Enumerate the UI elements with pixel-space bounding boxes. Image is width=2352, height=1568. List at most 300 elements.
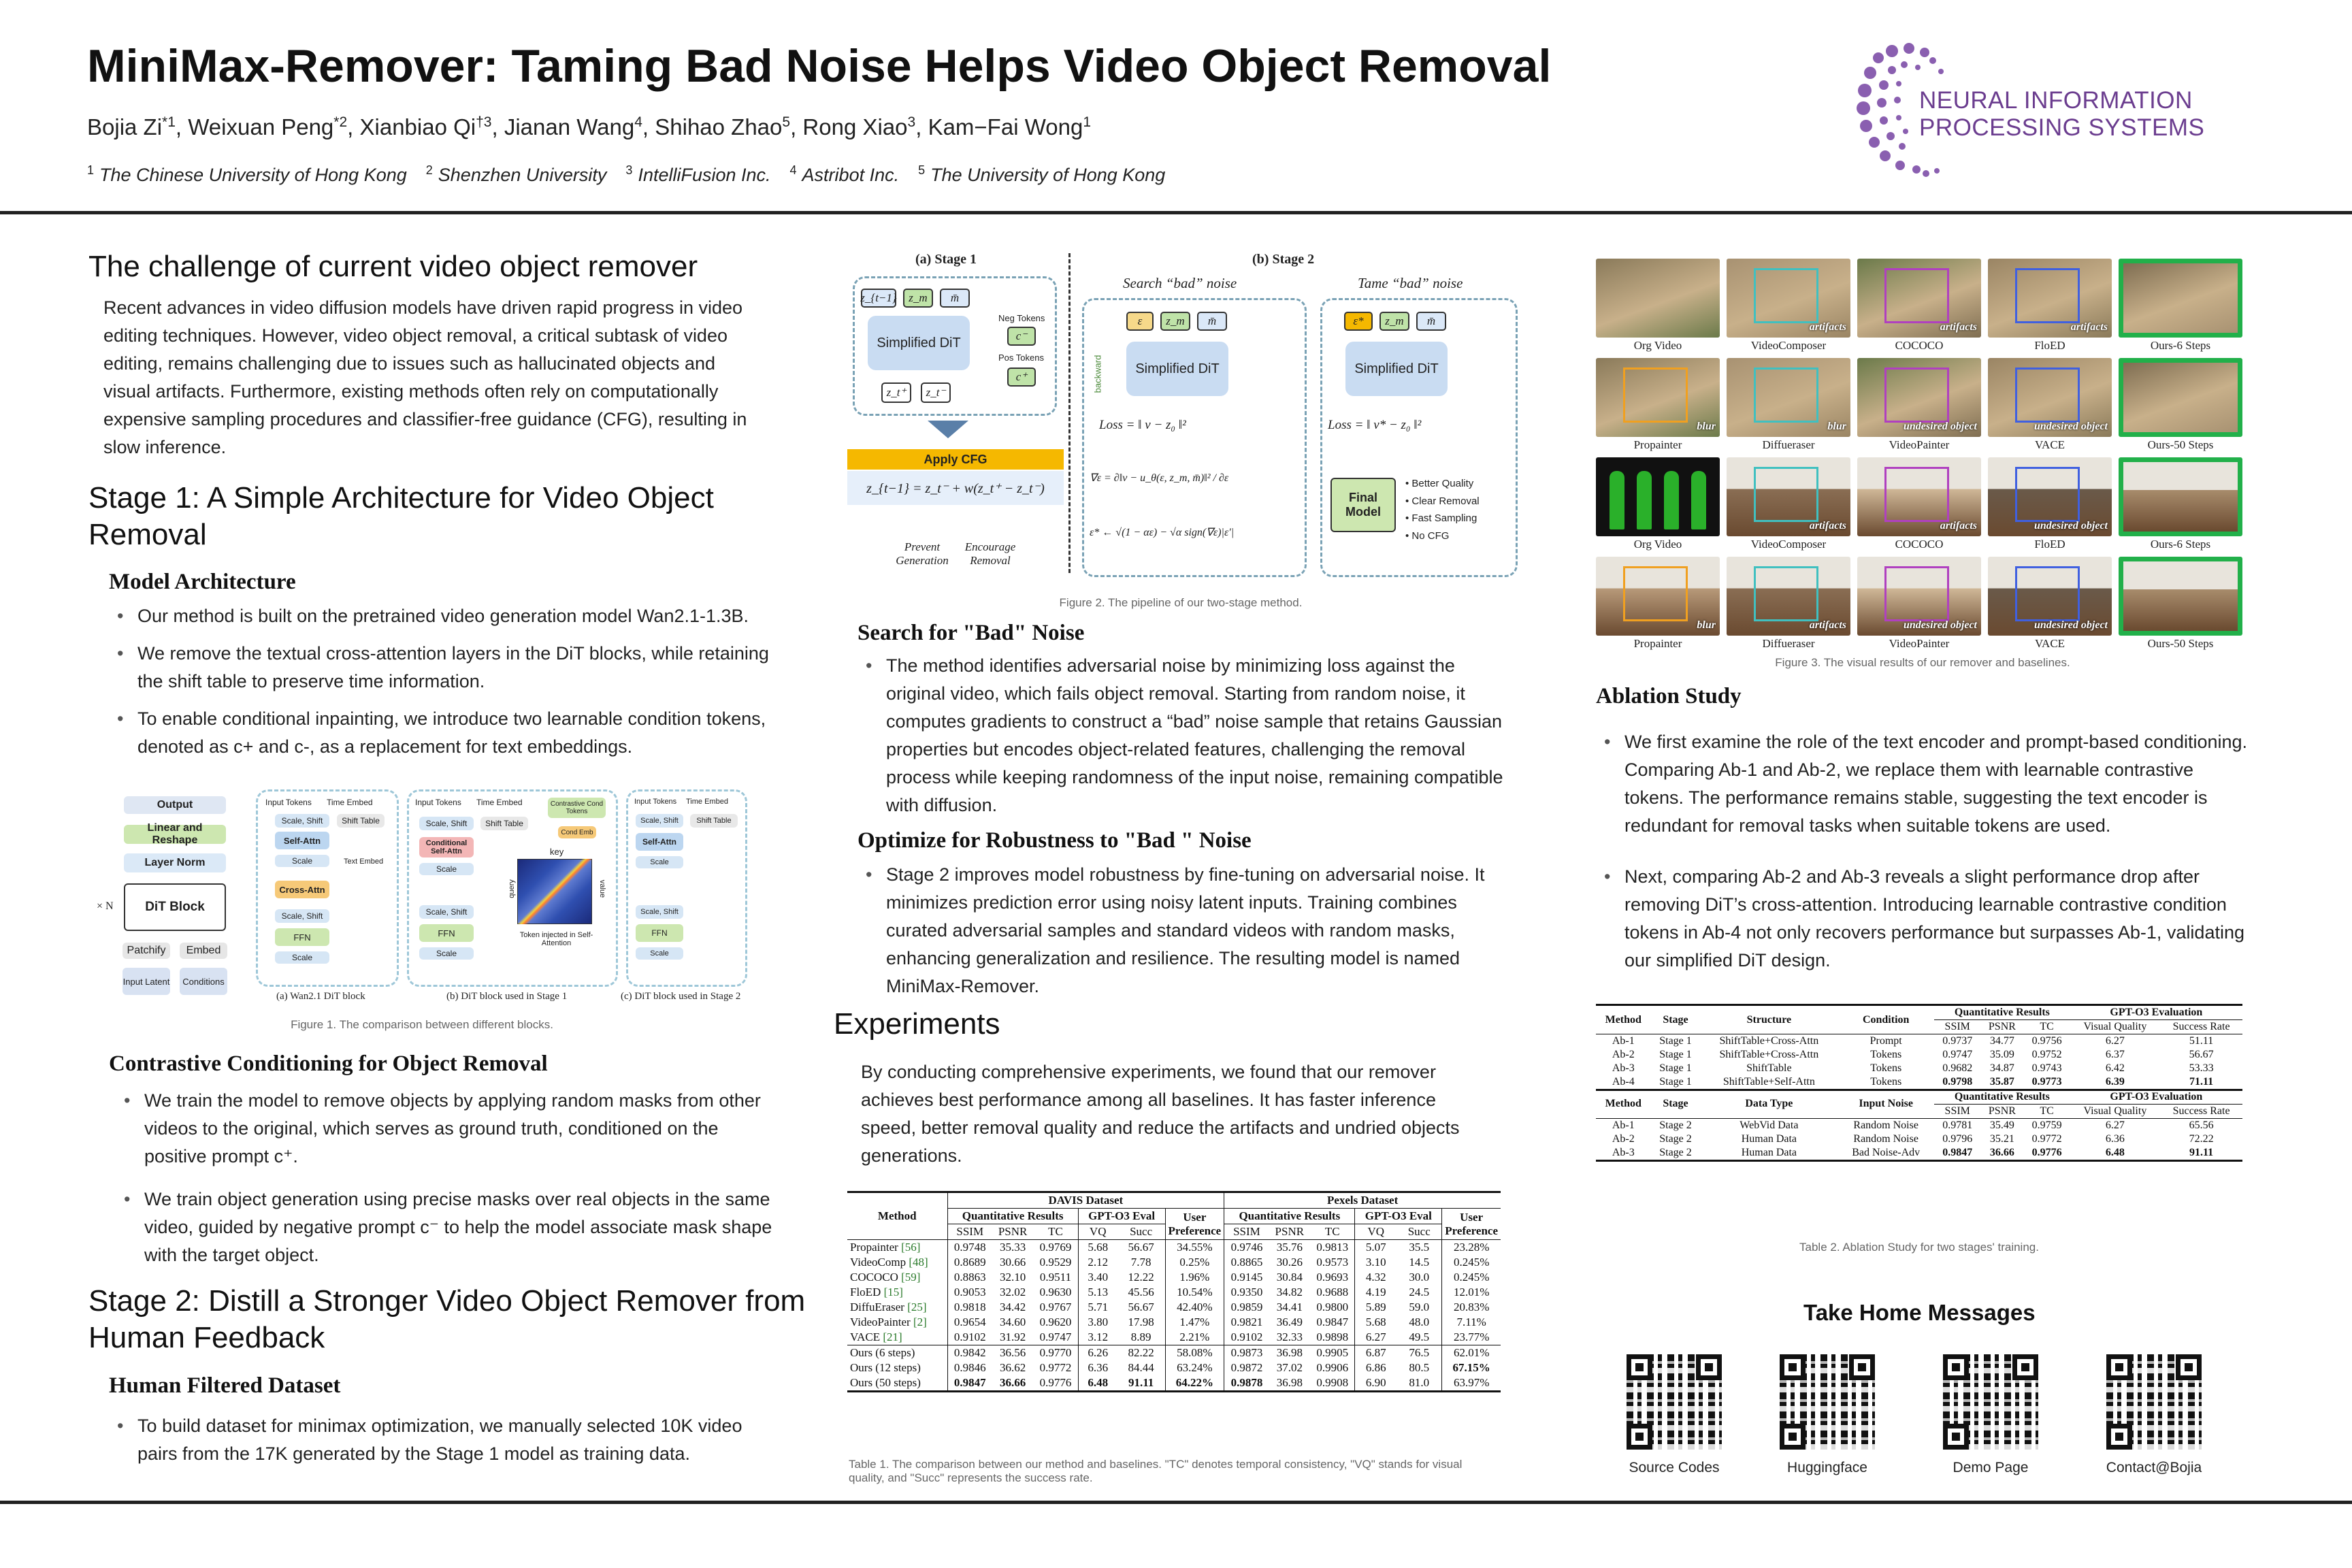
author-mark: 5 xyxy=(782,114,791,130)
table-cell: 82.22 xyxy=(1117,1345,1165,1361)
table-row xyxy=(847,1285,1501,1300)
table-cell: 31.92 xyxy=(999,1330,1026,1343)
author-name: Kam−Fai Wong xyxy=(928,114,1083,140)
affiliation-number: 4 xyxy=(789,163,797,177)
qr-code[interactable] xyxy=(1943,1354,2038,1450)
table-cell: 6.39 xyxy=(2105,1076,2125,1088)
table-subheader: Success Rate xyxy=(2172,1021,2230,1032)
table-cell: 0.9859 xyxy=(1230,1301,1263,1313)
final-model-box: Final Model xyxy=(1330,478,1396,532)
table-cell: 35.5 xyxy=(1396,1240,1442,1256)
panel-a-ffn: FFN xyxy=(275,928,329,946)
thumbnail-caption: COCOCO xyxy=(1895,538,1944,551)
author-mark: 3 xyxy=(907,114,916,130)
panel-a-scale-shift: Scale, Shift xyxy=(275,814,329,828)
list-item: • We first examine the role of the text encoder and prompt-based conditioning. Comparing Ab-1 and Ab-2, we replace them with learnable contrastive tokens. The performance remains stable, suggesting the text encoder is redundant for removal tasks when suitable tokens are used. xyxy=(1596,728,2249,840)
result-thumbnail xyxy=(1857,557,1981,636)
thumbnail-caption: FloED xyxy=(2034,339,2065,352)
result-thumbnail xyxy=(2119,457,2242,536)
method-cell: COCOCO [59] xyxy=(847,1270,947,1285)
result-thumbnail xyxy=(2119,358,2242,437)
table-subheader: SSIM xyxy=(1233,1225,1260,1238)
table-cell: 30.66 xyxy=(999,1256,1026,1269)
panel-a-tokens: Input Tokens xyxy=(265,798,312,807)
panel-c-scale-shift-2: Scale, Shift xyxy=(636,905,683,919)
panel-b-time: Time Embed xyxy=(476,798,523,807)
table-header: Quantitative Results xyxy=(1934,1090,2070,1105)
figure-3-caption: Figure 3. The visual results of our remover and baselines. xyxy=(1775,656,2070,669)
token-z-t-plus: z_t⁺ xyxy=(881,382,911,403)
table-row xyxy=(1596,1048,2242,1062)
mask-figure xyxy=(1691,471,1706,529)
table-cell: 45.56 xyxy=(1117,1285,1165,1300)
table-cell: 1.96% xyxy=(1165,1270,1224,1285)
table-cell: 34.60 xyxy=(999,1316,1026,1328)
panel-a-text-embed: Text Embed xyxy=(344,858,384,866)
apply-cfg-bar: Apply CFG xyxy=(847,449,1064,470)
table-row xyxy=(847,1255,1501,1270)
table-cell: 58.08% xyxy=(1165,1345,1224,1361)
artifact-tag: artifacts xyxy=(1940,520,1977,532)
table-cell: 62.01% xyxy=(1453,1346,1490,1359)
thumbnail-caption: VideoComposer xyxy=(1750,339,1827,352)
table-cell: 6.90 xyxy=(1365,1376,1386,1389)
qr-code[interactable] xyxy=(1627,1354,1722,1450)
table-cell: 10.54% xyxy=(1165,1285,1224,1300)
panel-c-tokens: Input Tokens xyxy=(634,798,677,806)
table-cell: 6.27 xyxy=(2105,1119,2125,1131)
artifact-tag: blur xyxy=(1697,421,1716,432)
token-z-t-minus: z_t⁻ xyxy=(921,382,951,403)
figure-1-caption: Figure 1. The comparison between different blocks. xyxy=(291,1018,553,1031)
table-cell: 6.27 xyxy=(1365,1330,1386,1343)
result-thumbnail xyxy=(1596,358,1720,437)
stage-divider xyxy=(1068,253,1071,573)
qr-finder xyxy=(1627,1424,1652,1450)
simplified-dit-3: Simplified DiT xyxy=(1345,342,1448,396)
table-header: GPT-O3 Evaluation xyxy=(2070,1090,2242,1105)
table-cell: 24.5 xyxy=(1396,1285,1442,1300)
author-mark: *2 xyxy=(333,114,348,130)
table-cell: 6.48 xyxy=(1088,1376,1109,1389)
table-row xyxy=(1596,1118,2242,1132)
table-cell: 42.40% xyxy=(1165,1300,1224,1315)
table-cell: 3.10 xyxy=(1365,1256,1386,1269)
highlight-box xyxy=(1884,268,1949,323)
token-m-bar: m̄ xyxy=(940,289,970,308)
method-cell: VideoPainter [2] xyxy=(847,1315,947,1330)
table-cell: 0.9847 xyxy=(1942,1146,1973,1158)
table-cell: 4.32 xyxy=(1365,1271,1386,1284)
panel-a-self-attn: Self-Attn xyxy=(275,832,329,849)
highlight-box xyxy=(2015,566,2080,621)
panel-b-ffn: FFN xyxy=(419,924,474,942)
table-subheader: VQ xyxy=(1089,1225,1107,1238)
table-cell: 0.9511 xyxy=(1033,1270,1078,1285)
affiliation-number: 2 xyxy=(425,163,433,177)
table-cell: 72.22 xyxy=(2189,1132,2214,1145)
artifact-tag: undesired object xyxy=(2034,619,2108,631)
table-cell: 12.22 xyxy=(1117,1270,1165,1285)
table-subheader: SSIM xyxy=(1944,1021,1970,1032)
table-cell: 0.9908 xyxy=(1310,1375,1355,1392)
table-header: DAVIS Dataset xyxy=(947,1192,1224,1209)
optimize-heading: Optimize for Robustness to "Bad " Noise xyxy=(858,828,1252,853)
conditions-block: Conditions xyxy=(180,968,227,995)
token-z-m: z_m xyxy=(903,289,933,308)
table-cell: 53.33 xyxy=(2189,1062,2214,1074)
artifact-tag: undesired object xyxy=(1904,619,1977,631)
table-cell: 5.68 xyxy=(1365,1316,1386,1328)
thumbnail-caption: Diffueraser xyxy=(1762,637,1815,650)
citation: [25] xyxy=(907,1301,927,1313)
table-cell: 35.49 xyxy=(1989,1119,2014,1131)
result-thumbnail xyxy=(1857,259,1981,338)
table-cell: 20.83% xyxy=(1453,1301,1490,1313)
table-cell: Stage 1 xyxy=(1659,1062,1692,1074)
table-cell: 0.9847 xyxy=(953,1376,986,1389)
table-cell: 2.21% xyxy=(1165,1330,1224,1345)
table-cell: Stage 2 xyxy=(1659,1132,1692,1145)
table-header: Pexels Dataset xyxy=(1224,1192,1501,1209)
panel-a-shift-table: Shift Table xyxy=(337,814,385,828)
result-thumbnail xyxy=(1727,557,1850,636)
list-item: • Our method is built on the pretrained video generation model Wan2.1-1.3B. xyxy=(109,602,776,630)
table-cell: 76.5 xyxy=(1396,1345,1442,1361)
table-cell: 84.44 xyxy=(1117,1360,1165,1375)
figure-2-caption: Figure 2. The pipeline of our two-stage method. xyxy=(1059,596,1303,609)
author-mark: *1 xyxy=(162,114,176,130)
table-subheader: SSIM xyxy=(956,1225,984,1238)
thumbnail-caption: VideoPainter xyxy=(1889,438,1950,451)
panel-b-scale-shift-2: Scale, Shift xyxy=(419,905,474,919)
table-cell: Random Noise xyxy=(1853,1132,1918,1145)
table-cell: Random Noise xyxy=(1853,1119,1918,1131)
table-cell: 35.21 xyxy=(1989,1132,2014,1145)
table-row xyxy=(847,1375,1501,1392)
table-cell: 56.67 xyxy=(1117,1240,1165,1256)
panel-b-shift-table: Shift Table xyxy=(480,817,528,830)
table-cell: 36.66 xyxy=(999,1376,1026,1389)
author-mark: 4 xyxy=(634,114,642,130)
author-name: Shihao Zhao xyxy=(655,114,783,140)
table-cell: 0.9800 xyxy=(1310,1300,1355,1315)
table-subheader: PSNR xyxy=(1988,1021,2016,1032)
challenge-paragraph: Recent advances in video diffusion models have driven rapid progress in video editing techniques. However, video object removal, a critical subtask of video editing, remains challenging due to issues such as hallucinated objects and visual artifacts. Furthermore, existing methods often rely on computationally expensive sampling procedures and classifier-free guidance (CFG), resulting in slow inference. xyxy=(103,297,747,458)
result-thumbnail xyxy=(1988,457,2112,536)
table-cell: Ab-1 xyxy=(1612,1035,1635,1047)
table-cell: Tokens xyxy=(1870,1049,1902,1060)
table-subheader: PSNR xyxy=(1988,1105,2016,1117)
table-cell: 36.56 xyxy=(999,1346,1026,1359)
author-name: Rong Xiao xyxy=(802,114,908,140)
table-header: Quantitative Results xyxy=(947,1209,1078,1224)
table-cell: 0.9772 xyxy=(1033,1360,1078,1375)
table-cell: Stage 1 xyxy=(1659,1035,1692,1047)
artifact-tag: undesired object xyxy=(2034,421,2108,432)
result-thumbnail xyxy=(1596,457,1720,536)
table-cell: 0.9898 xyxy=(1310,1330,1355,1345)
table-cell: 30.84 xyxy=(1276,1271,1303,1284)
human-filtered-heading: Human Filtered Dataset xyxy=(109,1373,341,1398)
highlight-box xyxy=(1754,467,1818,522)
affiliation-name: Shenzhen University xyxy=(438,165,607,185)
table-cell: 0.9905 xyxy=(1310,1345,1355,1361)
embed-block: Embed xyxy=(180,943,227,959)
panel-b-contrastive: Contrastive Cond Tokens xyxy=(548,798,606,818)
thumbnail-caption: Org Video xyxy=(1633,339,1682,352)
poster-title: MiniMax-Remover: Taming Bad Noise Helps Video Object Removal xyxy=(87,40,1552,92)
table-cell: 0.245% xyxy=(1453,1256,1490,1269)
highlight-box xyxy=(1754,368,1818,423)
table-cell: Prompt xyxy=(1869,1035,1902,1047)
table-cell: 5.13 xyxy=(1088,1286,1109,1298)
table-cell: 32.02 xyxy=(999,1286,1026,1298)
author-name: Weixuan Peng xyxy=(188,114,334,140)
table-row xyxy=(847,1360,1501,1375)
panel-b-tokens: Input Tokens xyxy=(415,798,461,807)
method-cell: Propainter [56] xyxy=(847,1240,947,1256)
table-cell: 0.9746 xyxy=(1230,1241,1263,1254)
result-thumbnail xyxy=(1857,457,1981,536)
table-cell: 36.49 xyxy=(1276,1316,1303,1328)
panel-c-shift-table: Shift Table xyxy=(690,814,738,828)
result-thumbnail xyxy=(1988,557,2112,636)
table-cell: 0.245% xyxy=(1453,1271,1490,1284)
take-home-heading: Take Home Messages xyxy=(1803,1300,2036,1325)
figure-2 xyxy=(840,246,1521,614)
table-cell: 6.86 xyxy=(1365,1361,1386,1374)
table-cell: 0.9688 xyxy=(1310,1285,1355,1300)
thumbnail-caption: VACE xyxy=(2034,438,2065,451)
table-cell: 67.15% xyxy=(1452,1361,1490,1374)
simplified-dit-2: Simplified DiT xyxy=(1126,342,1228,396)
list-item: • Stage 2 improves model robustness by fine-tuning on adversarial noise. It minimizes prediction error using noisy latent inputs. Training combines curated adversarial samples and standard videos with random masks, enhancing generalization and resilience. The resulting model is named MiniMax-Remover. xyxy=(858,861,1511,1000)
table-cell: 0.9846 xyxy=(953,1361,986,1374)
human-filtered-list xyxy=(109,1412,783,1477)
search-bad-label: Search “bad” noise xyxy=(1123,275,1237,291)
table-cell: 34.77 xyxy=(1989,1035,2014,1047)
contrastive-list xyxy=(116,1087,776,1279)
qr-finder xyxy=(1780,1424,1806,1450)
table-header: User Preference xyxy=(1445,1210,1499,1237)
table-row xyxy=(1596,1034,2242,1049)
table-cell: Stage 1 xyxy=(1659,1049,1692,1060)
model-architecture-list xyxy=(109,602,776,770)
panel-b-cond-emb: Cond Emb xyxy=(558,826,596,838)
table-cell: 81.0 xyxy=(1396,1375,1442,1392)
table-cell: 34.82 xyxy=(1276,1286,1303,1298)
table-cell: 36.62 xyxy=(999,1361,1026,1374)
table-cell: 35.33 xyxy=(999,1241,1026,1254)
table-header: User Preference xyxy=(1165,1209,1224,1240)
qr-label: Source Codes xyxy=(1629,1460,1720,1475)
table-row xyxy=(1596,1146,2242,1161)
table-cell: 0.9769 xyxy=(1033,1240,1078,1256)
panel-c-scale-2: Scale xyxy=(636,947,683,960)
output-block: Output xyxy=(124,796,226,814)
author-mark: 1 xyxy=(1083,114,1091,130)
table-cell: 80.5 xyxy=(1396,1360,1442,1375)
table-cell: 32.33 xyxy=(1276,1330,1303,1343)
mask-figure xyxy=(1637,471,1652,529)
table-cell: 3.40 xyxy=(1088,1271,1109,1284)
affiliation-list xyxy=(87,163,1184,186)
table-cell: 0.9770 xyxy=(1033,1345,1078,1361)
table-cell: 35.76 xyxy=(1276,1241,1303,1254)
stage1-label: (a) Stage 1 xyxy=(915,252,977,267)
thumbnail-caption: VideoPainter xyxy=(1889,637,1950,650)
optimize-list xyxy=(858,861,1511,1010)
result-thumbnail xyxy=(2119,557,2242,636)
table-subheader: VQ xyxy=(1367,1225,1385,1238)
table-cell: ShiftTable+Self-Attn xyxy=(1722,1076,1815,1088)
table-cell: 0.9818 xyxy=(953,1301,986,1313)
list-item: • Next, comparing Ab-2 and Ab-3 reveals a slight performance drop after removing DiT’s cross-attention. Introducing learnable contrastive condition tokens in Ab-4 not only recovers performance but surpasses Ab-1, validating our simplified DiT design. xyxy=(1596,863,2249,975)
qr-code[interactable] xyxy=(2106,1354,2202,1450)
table-cell: 17.98 xyxy=(1117,1315,1165,1330)
table-2 xyxy=(1596,1004,2242,1254)
author-name: Xianbiao Qi xyxy=(359,114,476,140)
table-cell: 5.89 xyxy=(1365,1301,1386,1313)
table-cell: 34.41 xyxy=(1276,1301,1303,1313)
down-arrow-icon xyxy=(928,421,968,438)
table-cell: 5.68 xyxy=(1088,1241,1109,1254)
table-cell: 48.0 xyxy=(1396,1315,1442,1330)
artifact-tag: artifacts xyxy=(1809,520,1846,532)
neg-tokens-label: Neg Tokens xyxy=(998,313,1045,323)
table-cell: 0.9654 xyxy=(953,1316,986,1328)
table-cell: 1.47% xyxy=(1165,1315,1224,1330)
table-cell: 0.9781 xyxy=(1942,1119,1973,1131)
qr-label: Huggingface xyxy=(1787,1460,1867,1475)
table-cell: Ab-3 xyxy=(1612,1062,1635,1074)
table-cell: 0.9747 xyxy=(1033,1330,1078,1345)
token-eps-star: ε* xyxy=(1344,312,1373,331)
highlight-box xyxy=(1754,566,1818,621)
table-cell: 6.87 xyxy=(1365,1346,1386,1359)
table-cell: Bad Noise-Adv xyxy=(1852,1146,1921,1158)
linear-reshape-block: Linear and Reshape xyxy=(124,825,226,844)
table-cell: 0.9756 xyxy=(2031,1035,2062,1047)
table-cell: 0.25% xyxy=(1165,1255,1224,1270)
benefit-item: • Better Quality xyxy=(1405,478,1474,489)
qr-finder xyxy=(2106,1354,2132,1380)
table-2-caption: Table 2. Ablation Study for two stages' training. xyxy=(1799,1241,2039,1254)
affiliation-name: The Chinese University of Hong Kong xyxy=(99,165,407,185)
table-cell: 0.9630 xyxy=(1033,1285,1078,1300)
panel-a-scale-2: Scale xyxy=(275,951,329,964)
table-cell: 4.19 xyxy=(1365,1286,1386,1298)
panel-b-scale: Scale xyxy=(419,863,474,875)
table-header: Method xyxy=(1596,1090,1651,1119)
table-subheader: PSNR xyxy=(998,1225,1028,1238)
highlight-box xyxy=(1884,467,1949,522)
qr-finder xyxy=(2106,1424,2132,1450)
table-cell: Tokens xyxy=(1870,1076,1902,1088)
table-cell: 7.11% xyxy=(1456,1316,1486,1328)
table-cell: 14.5 xyxy=(1396,1255,1442,1270)
qr-finder xyxy=(1627,1354,1652,1380)
citation: [15] xyxy=(883,1286,903,1298)
table-1 xyxy=(847,1191,1501,1484)
table-cell: 2.12 xyxy=(1088,1256,1109,1269)
model-architecture-heading: Model Architecture xyxy=(109,570,296,594)
prevent-label: Prevent Generation xyxy=(896,540,949,567)
table-cell: Human Data xyxy=(1741,1146,1797,1158)
ablation-heading: Ablation Study xyxy=(1596,684,1742,708)
experiments-paragraph: By conducting comprehensive experiments, we found that our remover achieves best performance among all baselines. It has faster inference speed, better removal quality and reduce the artifacts and undried objects generations. xyxy=(861,1062,1460,1166)
cfg-equation: z_{t−1} = z_t⁻ + w(z_t⁺ − z_t⁻) xyxy=(847,471,1064,505)
qr-code[interactable] xyxy=(1780,1354,1875,1450)
citation: [48] xyxy=(909,1256,928,1269)
result-thumbnail xyxy=(1857,358,1981,437)
table-subheader: PSNR xyxy=(1275,1225,1305,1238)
attention-diagonal xyxy=(517,859,592,924)
pos-tokens-label: Pos Tokens xyxy=(998,353,1044,363)
table-subheader: TC xyxy=(1033,1224,1078,1240)
thumbnail-caption: Propainter xyxy=(1633,438,1682,451)
table-cell: 0.8863 xyxy=(953,1271,986,1284)
table-cell: 0.9776 xyxy=(2031,1146,2062,1158)
gradient-eq: ∇ε = ∂‖v − u_θ(ε, z_m, m̄)‖² / ∂ε xyxy=(1090,472,1229,484)
table-cell: 0.9906 xyxy=(1310,1360,1355,1375)
table-cell: 5.07 xyxy=(1365,1241,1386,1254)
table-header: GPT-O3 Evaluation xyxy=(2070,1005,2242,1020)
benefit-list xyxy=(1405,475,1480,544)
table-cell: 56.67 xyxy=(1117,1300,1165,1315)
table-row xyxy=(1596,1132,2242,1146)
citation: [21] xyxy=(883,1330,902,1343)
artifact-tag: blur xyxy=(1827,421,1846,432)
table-cell: 0.9102 xyxy=(1230,1330,1263,1343)
table-cell: 63.24% xyxy=(1165,1360,1224,1375)
table-subheader: Visual Quality xyxy=(2083,1105,2147,1117)
table-cell: 35.87 xyxy=(1989,1076,2014,1088)
artifact-tag: artifacts xyxy=(2070,321,2108,333)
panel-b-value: value xyxy=(598,879,607,898)
table-cell: Ab-2 xyxy=(1612,1132,1635,1145)
panel-b-key: key xyxy=(550,847,564,857)
table-cell: WebVid Data xyxy=(1740,1119,1799,1131)
panel-b-scale-shift: Scale, Shift xyxy=(419,817,474,830)
highlight-box xyxy=(1754,268,1818,323)
search-list xyxy=(858,652,1511,829)
table-cell: 71.11 xyxy=(2189,1076,2214,1088)
table-cell: ShiftTable+Cross-Attn xyxy=(1719,1049,1819,1060)
panel-c-scale-shift: Scale, Shift xyxy=(636,814,683,828)
table-cell: 63.97% xyxy=(1453,1376,1490,1389)
artifact-tag: artifacts xyxy=(1809,321,1846,333)
method-cell: Ours (12 steps) xyxy=(847,1360,947,1375)
thumbnail-caption: VideoComposer xyxy=(1750,538,1827,551)
table-cell: 0.9743 xyxy=(2031,1062,2062,1074)
result-thumbnail xyxy=(1988,259,2112,338)
author-name: Jianan Wang xyxy=(504,114,635,140)
table-cell: Tokens xyxy=(1870,1062,1902,1074)
method-cell: FloED [15] xyxy=(847,1285,947,1300)
qr-finder xyxy=(1849,1354,1875,1380)
table-cell: 37.02 xyxy=(1276,1361,1303,1374)
table-cell: 0.9873 xyxy=(1230,1346,1263,1359)
table-cell: Ab-2 xyxy=(1612,1049,1635,1060)
mask-figure xyxy=(1610,471,1624,529)
list-item: • To enable conditional inpainting, we introduce two learnable condition tokens, denoted as c+ and c-, as a replacement for text embeddings. xyxy=(109,705,776,761)
table-cell: Ab-1 xyxy=(1612,1119,1635,1131)
panel-b-label: (b) DiT block used in Stage 1 xyxy=(446,991,568,1002)
affiliation-name: Astribot Inc. xyxy=(802,165,900,185)
stage2-heading: Stage 2: Distill a Stronger Video Object Remover from Human Feedback xyxy=(88,1284,806,1354)
